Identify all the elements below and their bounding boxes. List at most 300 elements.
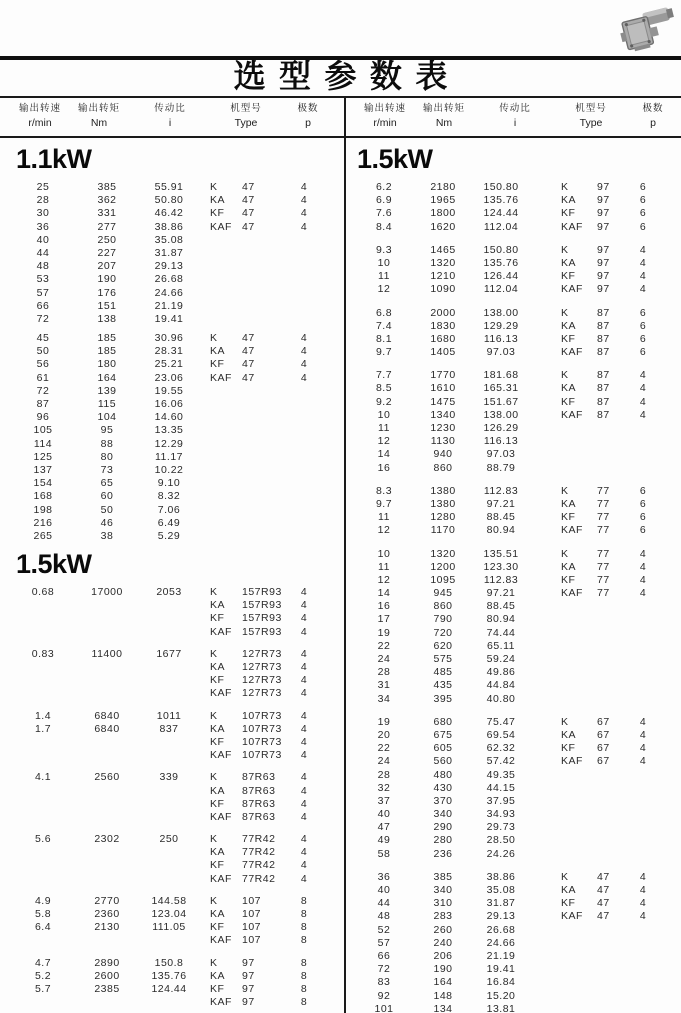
cell-speed: 24: [377, 653, 391, 665]
cell-torque: 148: [433, 989, 453, 1002]
cell-ratio: 181.68: [483, 369, 519, 382]
cell-speed: 20: [377, 728, 391, 741]
table-row: [0, 234, 340, 247]
cell-poles: 4: [639, 910, 647, 923]
table-row: [341, 333, 681, 346]
cell-type: K: [561, 369, 569, 382]
row-block: [0, 648, 340, 701]
cell-ratio: 59.24: [486, 653, 516, 665]
cell-ratio: 37.95: [486, 794, 516, 807]
cell-speed: 114: [33, 437, 53, 450]
cell-ratio: 46.42: [154, 207, 184, 220]
cell-poles: 8: [300, 969, 308, 982]
cell-torque: 310: [433, 897, 453, 910]
cell-speed: 11: [378, 560, 390, 573]
cell-torque: 164: [433, 976, 453, 989]
cell-ratio: 21.19: [486, 949, 516, 962]
cell-speed: 50: [36, 345, 50, 358]
header-unit: Type: [234, 117, 258, 129]
cell-speed: 216: [33, 516, 53, 529]
cell-torque: 575: [433, 653, 453, 665]
cell-torque: 1610: [430, 382, 456, 395]
cell-poles: 8: [300, 982, 308, 995]
cell-poles: 6: [639, 319, 647, 332]
cell-ratio: 123.30: [483, 560, 519, 573]
header-unit: r/min: [373, 117, 397, 129]
cell-speed: 87: [36, 398, 50, 410]
cell-type: KA: [210, 599, 226, 612]
cell-speed: 52: [377, 923, 391, 936]
table-row: [0, 332, 340, 345]
table-row: [0, 908, 340, 921]
cell-type: KAF: [210, 749, 232, 762]
cell-size: 127R73: [242, 661, 282, 673]
cell-type: KF: [561, 332, 576, 345]
cell-type: K: [210, 771, 218, 784]
section-heading: 1.5kW: [357, 144, 433, 174]
cell-type: KF: [210, 797, 225, 810]
table-row: [341, 561, 681, 574]
cell-type: KF: [210, 674, 225, 687]
cell-ratio: 24.66: [154, 286, 184, 299]
header-unit: p: [650, 117, 656, 129]
cell-torque: 207: [97, 260, 117, 273]
cell-type: KA: [210, 194, 226, 207]
cell-torque: 138: [97, 312, 117, 325]
cell-ratio: 19.55: [154, 384, 184, 397]
table-row: [0, 661, 340, 674]
cell-type: K: [210, 894, 218, 907]
cell-size: 107R73: [242, 735, 282, 748]
cell-type: KA: [561, 194, 577, 207]
table-row: [0, 859, 340, 872]
cell-speed: 40: [36, 233, 50, 246]
cell-poles: 6: [639, 511, 647, 524]
cell-torque: 50: [100, 503, 114, 516]
table-row: [0, 490, 340, 503]
cell-ratio: 24.26: [486, 847, 516, 860]
cell-type: KA: [210, 345, 226, 358]
table-row: [341, 848, 681, 861]
cell-type: K: [210, 181, 218, 193]
cell-speed: 17: [377, 613, 391, 626]
table-row: [341, 897, 681, 910]
cell-type: KF: [561, 207, 576, 220]
cell-torque: 2560: [94, 771, 120, 784]
cell-poles: 4: [639, 884, 647, 896]
cell-speed: 11: [378, 270, 390, 283]
cell-ratio: 12.29: [154, 437, 184, 450]
cell-ratio: 88.45: [486, 511, 516, 524]
cell-ratio: 135.76: [483, 194, 519, 207]
cell-poles: 4: [639, 573, 647, 586]
cell-type: KA: [561, 382, 577, 395]
table-row: [341, 653, 681, 666]
cell-speed: 16: [377, 600, 391, 613]
cell-poles: 4: [639, 742, 647, 755]
table-row: [341, 976, 681, 989]
cell-torque: 1770: [430, 369, 456, 382]
cell-ratio: 24.66: [486, 936, 516, 949]
cell-ratio: 28.31: [154, 345, 184, 358]
cell-ratio: 16.84: [486, 976, 516, 989]
cell-torque: 1380: [430, 497, 456, 510]
cell-poles: 4: [300, 833, 308, 846]
cell-speed: 1.7: [34, 722, 52, 735]
cell-speed: 92: [377, 989, 391, 1002]
table-row: [341, 548, 681, 561]
cell-poles: 4: [300, 872, 308, 885]
cell-ratio: 151.67: [483, 395, 519, 408]
table-row: [0, 300, 340, 313]
cell-speed: 58: [377, 847, 391, 860]
header-unit: Nm: [90, 117, 108, 129]
table-row: [0, 260, 340, 273]
cell-torque: 1380: [430, 484, 456, 497]
cell-size: 67: [597, 715, 610, 728]
cell-size: 77R42: [242, 859, 276, 872]
cell-speed: 28: [36, 194, 50, 207]
cell-type: K: [561, 715, 569, 728]
header-label: 传动比: [499, 103, 531, 114]
cell-type: K: [561, 484, 569, 497]
cell-torque: 2890: [94, 956, 120, 969]
row-block: [0, 332, 340, 543]
cell-torque: 385: [433, 870, 453, 883]
table-row: [341, 679, 681, 692]
cell-ratio: 339: [159, 771, 179, 784]
cell-torque: 1130: [430, 435, 456, 448]
cell-poles: 8: [300, 894, 308, 907]
cell-speed: 4.9: [34, 894, 52, 907]
table-row: [0, 833, 340, 846]
cell-torque: 236: [433, 847, 453, 860]
cell-type: K: [210, 586, 218, 599]
cell-speed: 56: [36, 358, 50, 371]
cell-speed: 12: [377, 435, 391, 448]
cell-speed: 48: [36, 260, 50, 273]
cell-torque: 6840: [94, 709, 120, 722]
cell-torque: 940: [433, 448, 453, 461]
cell-poles: 6: [639, 524, 647, 537]
cell-size: 107R73: [242, 749, 282, 762]
cell-poles: 4: [300, 358, 308, 371]
header-cell-Type: [561, 100, 621, 129]
cell-poles: 8: [300, 908, 308, 920]
table-row: [341, 244, 681, 257]
table-row: [0, 398, 340, 411]
cell-ratio: 31.87: [154, 246, 184, 259]
cell-ratio: 74.44: [486, 626, 516, 639]
table-row: [0, 674, 340, 687]
cell-poles: 8: [300, 921, 308, 934]
cell-torque: 88: [100, 437, 114, 450]
cell-poles: 4: [300, 771, 308, 784]
cell-torque: 1465: [430, 243, 456, 256]
cell-ratio: 6.49: [157, 516, 181, 529]
cell-ratio: 31.87: [486, 897, 516, 910]
cell-speed: 198: [33, 503, 53, 516]
table-row: [0, 749, 340, 762]
cell-speed: 96: [36, 411, 50, 424]
cell-ratio: 126.44: [483, 270, 519, 283]
cell-torque: 435: [433, 679, 453, 692]
table-row: [0, 648, 340, 661]
cell-type: KAF: [561, 587, 583, 600]
cell-type: KA: [210, 722, 226, 735]
cell-poles: 4: [300, 735, 308, 748]
cell-size: 47: [242, 207, 255, 220]
table-row: [0, 612, 340, 625]
cell-poles: 6: [639, 194, 647, 207]
cell-speed: 16: [377, 461, 391, 474]
cell-size: 157R93: [242, 599, 282, 612]
table-row: [341, 574, 681, 587]
cell-poles: 4: [300, 371, 308, 384]
cell-torque: 385: [97, 181, 117, 193]
cell-poles: 4: [639, 382, 647, 395]
cell-speed: 44: [36, 246, 50, 259]
cell-ratio: 19.41: [154, 312, 184, 325]
table-row: [0, 873, 340, 886]
header-label: 极数: [642, 103, 664, 114]
header-cell-i: [140, 100, 200, 129]
cell-speed: 8.1: [375, 332, 393, 345]
table-row: [341, 435, 681, 448]
table-row: [341, 910, 681, 923]
cell-size: 77: [597, 497, 610, 510]
cell-torque: 480: [433, 768, 453, 781]
cell-torque: 65: [100, 477, 114, 490]
cell-size: 157R93: [242, 625, 282, 638]
cell-poles: 4: [300, 586, 308, 599]
header-label: 传动比: [154, 103, 186, 114]
cell-ratio: 35.08: [154, 233, 184, 246]
column-headers-right: [345, 99, 681, 136]
cell-torque: 1965: [430, 194, 456, 207]
cell-ratio: 124.44: [151, 982, 187, 995]
cell-torque: 340: [433, 808, 453, 821]
cell-torque: 190: [97, 273, 117, 286]
cell-ratio: 112.83: [483, 484, 519, 497]
cell-ratio: 19.41: [486, 963, 516, 976]
cell-speed: 34: [377, 692, 391, 705]
cell-ratio: 14.60: [154, 411, 184, 424]
cell-type: K: [561, 181, 569, 193]
cell-ratio: 23.06: [154, 371, 184, 384]
cell-ratio: 97.03: [486, 448, 516, 461]
cell-ratio: 13.81: [486, 1002, 516, 1013]
cell-type: KAF: [561, 524, 583, 537]
cell-speed: 30: [36, 207, 50, 220]
cell-type: KF: [561, 573, 576, 586]
cell-ratio: 116.13: [483, 435, 519, 448]
header-cell-Nm: [414, 100, 474, 129]
cell-type: KA: [210, 784, 226, 797]
table-row: [0, 811, 340, 824]
header-unit: p: [305, 117, 311, 129]
cell-ratio: 29.13: [154, 260, 184, 273]
cell-torque: 151: [97, 299, 117, 312]
cell-type: KAF: [210, 625, 232, 638]
table-row: [0, 586, 340, 599]
table-row: [0, 723, 340, 736]
cell-type: KAF: [210, 810, 232, 823]
cell-type: KF: [561, 897, 576, 910]
cell-speed: 125: [33, 450, 53, 463]
cell-type: K: [561, 547, 569, 560]
cell-torque: 185: [97, 345, 117, 358]
cell-speed: 9.2: [375, 395, 393, 408]
cell-size: 97: [597, 283, 610, 296]
cell-type: KAF: [561, 408, 583, 421]
table-row: [0, 181, 340, 194]
cell-torque: 620: [433, 639, 453, 652]
table-left: [0, 140, 340, 1013]
cell-poles: 4: [300, 599, 308, 612]
header-rule-bottom: [0, 136, 681, 138]
cell-speed: 12: [377, 283, 391, 296]
cell-torque: 60: [100, 490, 114, 503]
cell-size: 77R42: [242, 872, 276, 885]
cell-poles: 4: [639, 715, 647, 728]
cell-type: KA: [210, 908, 226, 920]
cell-ratio: 5.29: [157, 529, 181, 542]
cell-ratio: 80.94: [486, 613, 516, 626]
cell-torque: 395: [433, 692, 453, 705]
cell-torque: 1095: [430, 573, 456, 586]
cell-size: 127R73: [242, 687, 282, 700]
cell-torque: 17000: [91, 586, 123, 599]
cell-speed: 66: [377, 949, 391, 962]
cell-torque: 260: [433, 923, 453, 936]
cell-size: 77R42: [242, 833, 276, 846]
cell-speed: 72: [36, 384, 50, 397]
row-block: [341, 485, 681, 538]
row-block: [341, 244, 681, 297]
cell-torque: 95: [100, 424, 114, 437]
cell-poles: 4: [639, 547, 647, 560]
cell-speed: 7.4: [375, 319, 393, 332]
cell-torque: 2770: [94, 894, 120, 907]
table-row: [341, 221, 681, 234]
header-cell-r-min: [4, 100, 76, 129]
table-row: [341, 194, 681, 207]
cell-type: KAF: [561, 346, 583, 359]
cell-poles: 4: [300, 797, 308, 810]
cell-size: 87R63: [242, 797, 276, 810]
table-row: [341, 511, 681, 524]
cell-speed: 9.7: [375, 497, 393, 510]
cell-speed: 22: [377, 742, 391, 755]
cell-size: 47: [597, 870, 610, 883]
cell-speed: 24: [377, 755, 391, 768]
cell-size: 97: [597, 194, 610, 207]
table-row: [341, 207, 681, 220]
cell-type: K: [561, 306, 569, 319]
table-row: [0, 287, 340, 300]
table-row: [341, 640, 681, 653]
cell-speed: 168: [33, 490, 53, 503]
cell-ratio: 135.76: [151, 969, 187, 982]
cell-type: K: [210, 956, 218, 969]
cell-speed: 57: [377, 936, 391, 949]
cell-torque: 1090: [430, 283, 456, 296]
header-label: 输出转速: [18, 103, 61, 114]
cell-torque: 945: [433, 587, 453, 600]
cell-torque: 6840: [94, 722, 120, 735]
cell-size: 47: [597, 884, 610, 896]
cell-speed: 10: [377, 408, 391, 421]
cell-poles: 4: [300, 687, 308, 700]
table-row: [341, 181, 681, 194]
cell-ratio: 35.08: [486, 884, 516, 896]
cell-torque: 2000: [430, 306, 456, 319]
cell-poles: 4: [300, 647, 308, 660]
table-row: [0, 221, 340, 234]
cell-ratio: 165.31: [483, 382, 519, 395]
cell-ratio: 29.73: [486, 821, 516, 834]
cell-type: KF: [210, 358, 225, 371]
table-row: [0, 983, 340, 996]
cell-type: KAF: [561, 220, 583, 233]
cell-speed: 4.7: [34, 956, 52, 969]
table-row: [0, 451, 340, 464]
section-heading: 1.5kW: [16, 549, 92, 580]
cell-speed: 6.9: [375, 194, 393, 207]
cell-size: 87: [597, 346, 610, 359]
cell-size: 87: [597, 369, 610, 382]
cell-torque: 860: [433, 600, 453, 613]
cell-ratio: 116.13: [483, 332, 519, 345]
header-label: 输出转速: [363, 103, 406, 114]
cell-ratio: 112.04: [483, 283, 519, 296]
table-row: [341, 587, 681, 600]
cell-torque: 206: [433, 949, 453, 962]
cell-poles: 6: [639, 220, 647, 233]
cell-ratio: 11.17: [155, 450, 183, 463]
cell-ratio: 38.86: [486, 870, 516, 883]
cell-size: 47: [242, 358, 255, 371]
row-block: [341, 181, 681, 234]
cell-ratio: 837: [159, 722, 179, 735]
cell-ratio: 1011: [156, 709, 182, 722]
cell-type: KAF: [210, 687, 232, 700]
table-row: [341, 871, 681, 884]
cell-ratio: 97.21: [486, 497, 516, 510]
cell-poles: 6: [639, 332, 647, 345]
cell-poles: 4: [300, 859, 308, 872]
table-row: [341, 716, 681, 729]
cell-type: KAF: [561, 755, 583, 768]
table-row: [341, 369, 681, 382]
cell-torque: 227: [97, 246, 117, 259]
cell-ratio: 55.91: [154, 181, 184, 193]
table-row: [0, 273, 340, 286]
cell-torque: 185: [97, 332, 117, 345]
cell-size: 107: [242, 894, 262, 907]
row-block: [341, 548, 681, 706]
cell-speed: 11: [378, 511, 390, 524]
cell-type: KAF: [210, 371, 232, 384]
table-row: [341, 283, 681, 296]
cell-size: 107R73: [242, 709, 282, 722]
cell-speed: 7.6: [375, 207, 393, 220]
cell-speed: 19: [377, 715, 391, 728]
cell-poles: 4: [300, 722, 308, 735]
table-row: [0, 424, 340, 437]
cell-poles: 4: [300, 709, 308, 722]
